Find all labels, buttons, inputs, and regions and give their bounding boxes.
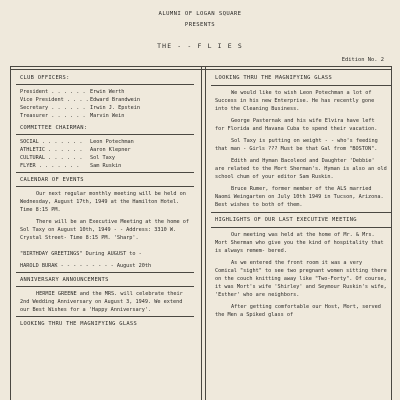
officer-role: Treasurer . . . . . . bbox=[20, 113, 86, 119]
officer-role: Secretary . . . . . . bbox=[20, 105, 86, 111]
committee-name: Sam Ruskin bbox=[90, 163, 122, 169]
officer-name: Erwin Werth bbox=[90, 89, 125, 95]
officers-heading: CLUB OFFICERS: bbox=[20, 75, 70, 81]
committee-name: Aaron Klepner bbox=[90, 147, 131, 153]
presents-line: PRESENTS bbox=[184, 22, 216, 28]
left-frame bbox=[10, 66, 11, 400]
officer-role: Vice President . . . . bbox=[20, 97, 89, 103]
calendar-paragraph: Our next regular monthly meeting will be held on Wednesday, August 17th, 1949 at the Hamilton Hotel. Time 8:15 PM. bbox=[20, 191, 186, 213]
section-rule bbox=[16, 186, 194, 187]
highlights-paragraph: As we entered the front room it was a very Comical "sight" to see two pregnant women sitting there on the couch knitting away like "Two-Forty". Of course, it was Mort's wife 'Shirley' and Seymour Ruskin's wife, 'Esther' who are neighbors. bbox=[215, 260, 387, 298]
committee-row bbox=[20, 162, 193, 170]
section-rule bbox=[16, 286, 194, 287]
column-paragraph: Sol Taxy is putting on weight - - who's feeding that man - Girls ??? Must be that Gal from "BOSTON". bbox=[215, 138, 378, 152]
anniversary-heading: ANNIVERSARY ANNOUNCEMENTS bbox=[20, 277, 109, 283]
section-rule bbox=[16, 316, 194, 317]
section-rule bbox=[211, 212, 391, 213]
highlights-paragraph: Our meeting was held at the home of Mr. & Mrs. Mort Sherman who give you the kind of hospitality that is always remem- bered. bbox=[215, 232, 384, 254]
committee-row bbox=[20, 154, 193, 162]
committee-heading: COMMITTEE CHAIRMAN: bbox=[20, 125, 88, 131]
committee-name: Sol Taxy bbox=[90, 155, 115, 161]
highlights-heading: HIGHLIGHTS OF OUR LAST EXECUTIVE MEETING bbox=[215, 217, 357, 223]
left-column bbox=[20, 74, 193, 329]
section-rule bbox=[16, 134, 194, 135]
section-rule bbox=[16, 272, 194, 273]
officer-role: President . . . . . . bbox=[20, 89, 86, 95]
committee-role: FLYER . . . . . . . bbox=[20, 163, 80, 169]
newsletter-title: THE - - F L I E S bbox=[157, 42, 243, 50]
birthday-greetings: "BIRTHDAY GREETINGS" During AUGUST to - bbox=[20, 251, 142, 257]
committee-row bbox=[20, 138, 193, 146]
column-paragraph: Bruce Rumer, former member of the ALS married Naomi Weingarten on July 10th 1949 in Tucson, Arizona. Best wishes to both of them. bbox=[215, 186, 384, 208]
column-divider bbox=[201, 66, 202, 400]
glass-heading: LOOKING THRU THE MAGNIFYING GLASS bbox=[215, 75, 332, 81]
right-column bbox=[215, 74, 387, 319]
committee-row bbox=[20, 146, 193, 154]
calendar-paragraph: There will be an Executive Meeting at the home of Sol Taxy on August 10th, 1949 - - Address: 3310 W. Crystal Street- Time 8:15 PM. 'Sharp'. bbox=[20, 219, 190, 241]
officer-row bbox=[20, 88, 193, 96]
birthday-name: HAROLD BURAK - - - - - - - - - August 20th bbox=[20, 263, 152, 269]
section-rule bbox=[16, 84, 194, 85]
section-rule bbox=[16, 172, 194, 173]
section-rule bbox=[211, 227, 391, 228]
committee-role: SOCIAL . . . . . . . bbox=[20, 139, 83, 145]
committee-role: ATHLETIC . . . . . . bbox=[20, 147, 83, 153]
officer-name: Marvin Wein bbox=[90, 113, 125, 119]
officer-row bbox=[20, 112, 193, 120]
officer-name: Irwin J. Epstein bbox=[90, 105, 140, 111]
section-rule bbox=[211, 85, 391, 86]
column-paragraph: Edith and Hyman Bacoleod and Daughter 'Debbie' are related to the Mort Sherman's. Hyman is also an old school chum of your editor Sam Ruskin. bbox=[215, 158, 387, 180]
officer-name: Edward Brandwein bbox=[90, 97, 140, 103]
edition-number: Edition No. 2 bbox=[341, 57, 384, 63]
right-frame bbox=[391, 66, 392, 400]
column-divider-inner bbox=[205, 66, 206, 400]
column-paragraph: We would like to wish Leon Potechman a lot of Success in his new Enterprise. He has recently gone into the Cleaning Business. bbox=[215, 90, 375, 112]
committee-name: Leon Potechman bbox=[90, 139, 134, 145]
officer-row bbox=[20, 104, 193, 112]
glass-heading-left: LOOKING THRU THE MAGNIFYING GLASS bbox=[20, 321, 137, 327]
highlights-paragraph: After getting comfortable our Host, Mort, served the Men a Spiked glass of bbox=[215, 304, 381, 318]
org-name: ALUMNI OF LOGAN SQUARE bbox=[158, 11, 242, 17]
officer-row bbox=[20, 96, 193, 104]
column-paragraph: George Pasternak and his wife Elvira have left for Florida and Havana Cuba to spend their vacation. bbox=[215, 118, 378, 132]
anniversary-paragraph: HERMIE GREENE and the MRS. will celebrate their 2nd Wedding Anniversary on August 3, 1949. We extend our Best Wishes for a 'Happy Anniversary'. bbox=[20, 291, 183, 313]
committee-role: CULTURAL . . . . . . bbox=[20, 155, 83, 161]
calendar-heading: CALENDAR OF EVENTS bbox=[20, 177, 84, 183]
